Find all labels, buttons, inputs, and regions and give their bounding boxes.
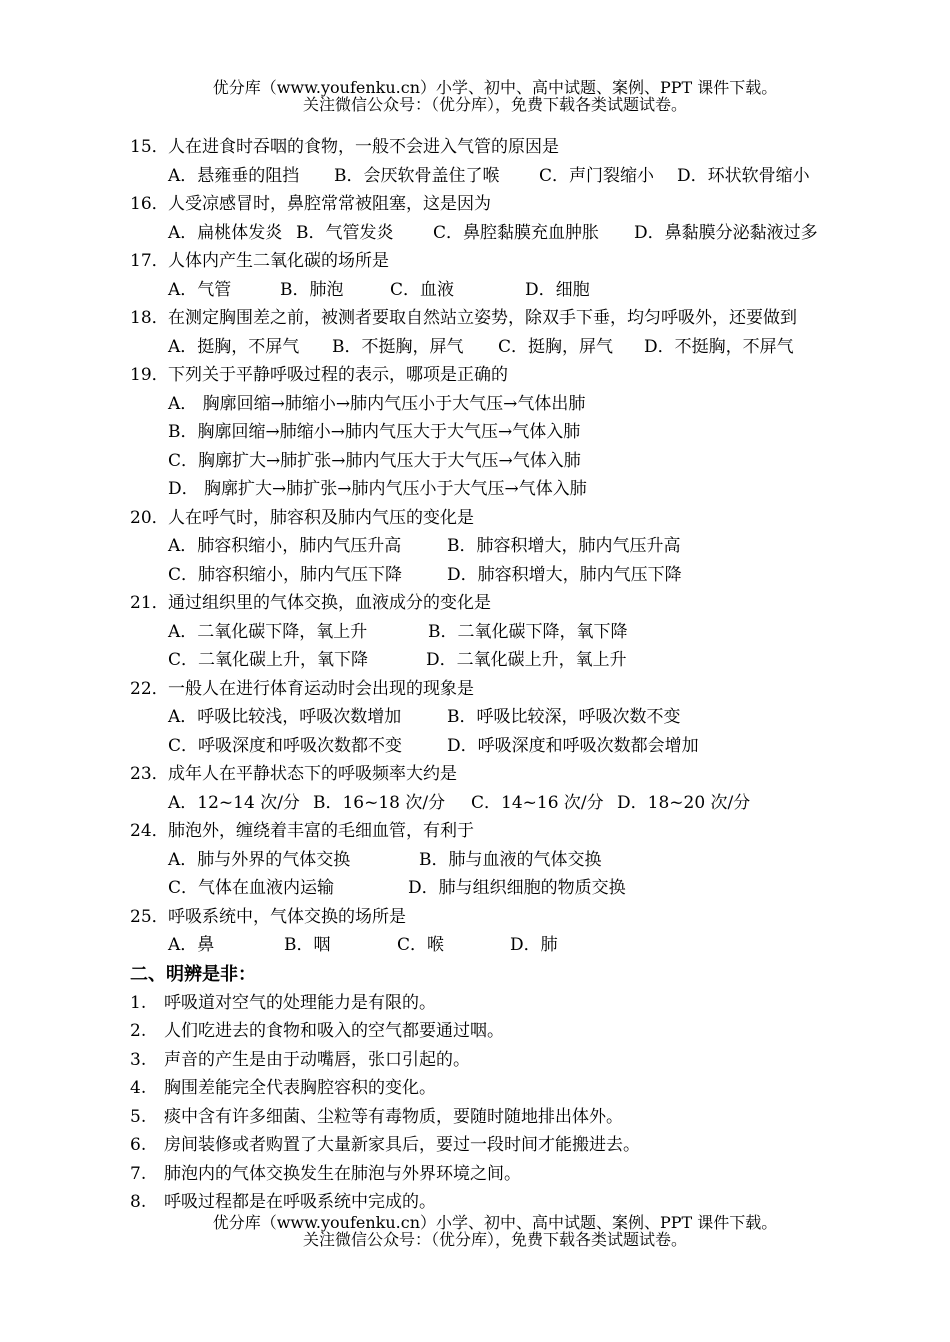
true-false-item bbox=[130, 1103, 930, 1132]
options-row bbox=[130, 333, 930, 362]
item-text: 声音的产生是由于动嘴唇，张口引起的。 bbox=[164, 1049, 470, 1070]
question-number: 17． bbox=[130, 251, 169, 271]
option-c: C．二氧化碳上升，氧下降 bbox=[168, 650, 369, 670]
question-number: 21． bbox=[130, 593, 169, 613]
item-text: 呼吸过程都是在呼吸系统中完成的。 bbox=[164, 1192, 436, 1212]
options-row bbox=[130, 162, 930, 191]
options-row bbox=[130, 276, 930, 305]
question-stem bbox=[130, 133, 930, 162]
true-false-item bbox=[130, 1131, 930, 1160]
option-b: B．咽 bbox=[284, 935, 331, 955]
options-row bbox=[130, 390, 930, 419]
option-c: C．肺容积缩小，肺内气压下降 bbox=[168, 564, 403, 585]
question-19 bbox=[130, 361, 930, 504]
item-text: 胸围差能完全代表胸腔容积的变化。 bbox=[164, 1078, 436, 1098]
question-24 bbox=[130, 817, 930, 903]
question-text: 人受凉感冒时，鼻腔常常被阻塞，这是因为 bbox=[168, 194, 491, 214]
option-a: A．二氧化碳下降，氧上升 bbox=[168, 621, 368, 642]
item-number: 2. bbox=[130, 1021, 147, 1041]
question-stem bbox=[130, 361, 930, 390]
question-text: 在测定胸围差之前，被测者要取自然站立姿势，除双手下垂，均匀呼吸外，还要做到 bbox=[168, 308, 797, 328]
question-number: 22． bbox=[130, 678, 169, 699]
option-b: B．肺泡 bbox=[280, 279, 344, 300]
question-text: 通过组织里的气体交换，血液成分的变化是 bbox=[168, 593, 491, 613]
true-false-item bbox=[130, 1046, 930, 1075]
option-b: B．肺容积增大，肺内气压升高 bbox=[447, 536, 681, 556]
footer-line-2: 关注微信公众号：（优分库），免费下载各类试题试卷。 bbox=[302, 1230, 687, 1249]
question-text: 成年人在平静状态下的呼吸频率大约是 bbox=[168, 764, 457, 784]
question-number: 25． bbox=[130, 906, 169, 927]
option-a: A．扁桃体发炎 bbox=[168, 222, 283, 243]
options-row bbox=[130, 931, 930, 960]
question-stem bbox=[130, 760, 930, 789]
exam-content bbox=[130, 133, 930, 1217]
option-d: D．肺与组织细胞的物质交换 bbox=[408, 878, 626, 898]
options-row bbox=[130, 874, 930, 903]
item-number: 4. bbox=[130, 1078, 147, 1098]
options-row bbox=[130, 846, 930, 875]
option-d: D．18~20 次/分 bbox=[617, 792, 751, 813]
question-text: 肺泡外，缠绕着丰富的毛细血管，有利于 bbox=[168, 821, 474, 841]
item-number: 6. bbox=[130, 1135, 147, 1155]
question-number: 18． bbox=[130, 308, 169, 328]
question-number: 24． bbox=[130, 821, 169, 841]
item-number: 5. bbox=[130, 1106, 147, 1127]
option-b: B．肺与血液的气体交换 bbox=[419, 849, 602, 870]
question-stem bbox=[130, 190, 930, 219]
option-b: B．会厌软骨盖住了喉 bbox=[334, 165, 500, 186]
item-text: 人们吃进去的食物和吸入的空气都要通过咽。 bbox=[164, 1021, 504, 1041]
option-b: B．气管发炎 bbox=[296, 222, 394, 243]
options-row bbox=[130, 646, 930, 675]
option-d: D．呼吸深度和呼吸次数都会增加 bbox=[447, 735, 699, 756]
question-21 bbox=[130, 589, 930, 675]
question-25 bbox=[130, 903, 930, 960]
option-d: D．肺容积增大，肺内气压下降 bbox=[447, 564, 682, 585]
options-row bbox=[130, 532, 930, 561]
question-15 bbox=[130, 133, 930, 190]
option-b: B．二氧化碳下降，氧下降 bbox=[428, 621, 628, 642]
option-c: C．14~16 次/分 bbox=[471, 792, 604, 813]
item-text: 肺泡内的气体交换发生在肺泡与外界环境之间。 bbox=[164, 1163, 521, 1184]
option-a: A．肺与外界的气体交换 bbox=[168, 849, 351, 870]
option-a: A． 胸廓回缩→肺缩小→肺内气压小于大气压→气体出肺 bbox=[168, 393, 586, 414]
question-text: 呼吸系统中，气体交换的场所是 bbox=[168, 906, 406, 927]
option-c: C．气体在血液内运输 bbox=[168, 878, 335, 898]
option-b: B．不挺胸，屏气 bbox=[332, 336, 464, 357]
option-a: A．气管 bbox=[168, 279, 232, 300]
item-text: 痰中含有许多细菌、尘粒等有毒物质，要随时随地排出体外。 bbox=[164, 1106, 623, 1127]
options-row bbox=[130, 618, 930, 647]
option-c: C．挺胸，屏气 bbox=[498, 336, 614, 357]
option-d: D．细胞 bbox=[525, 279, 590, 300]
question-stem bbox=[130, 304, 930, 333]
option-a: A．呼吸比较浅，呼吸次数增加 bbox=[168, 707, 402, 727]
item-number: 1. bbox=[130, 992, 147, 1013]
question-stem bbox=[130, 675, 930, 704]
question-text: 下列关于平静呼吸过程的表示，哪项是正确的 bbox=[168, 365, 508, 385]
option-a: A．挺胸，不屏气 bbox=[168, 336, 300, 357]
true-false-item bbox=[130, 989, 930, 1018]
true-false-item bbox=[130, 1160, 930, 1189]
option-a: A．12~14 次/分 bbox=[168, 792, 300, 813]
option-b: B．呼吸比较深，呼吸次数不变 bbox=[447, 707, 681, 727]
question-number: 20． bbox=[130, 507, 169, 528]
footer-line-1: 优分库（www.youfenku.cn）小学、初中、高中试题、案例、PPT 课件下载。 bbox=[212, 1213, 778, 1232]
item-number: 7. bbox=[130, 1163, 147, 1184]
option-b: B．胸廓回缩→肺缩小→肺内气压大于大气压→气体入肺 bbox=[168, 422, 581, 442]
option-c: C．呼吸深度和呼吸次数都不变 bbox=[168, 735, 403, 756]
option-c: C．鼻腔黏膜充血肿胀 bbox=[433, 222, 600, 243]
question-stem bbox=[130, 504, 930, 533]
question-text: 一般人在进行体育运动时会出现的现象是 bbox=[168, 678, 474, 699]
option-b: B．16~18 次/分 bbox=[313, 792, 446, 813]
options-row bbox=[130, 418, 930, 447]
option-d: D．二氧化碳上升，氧上升 bbox=[426, 650, 627, 670]
header-line-1: 优分库（www.youfenku.cn）小学、初中、高中试题、案例、PPT 课件下载。 bbox=[212, 78, 778, 97]
item-text: 呼吸道对空气的处理能力是有限的。 bbox=[164, 992, 436, 1013]
question-text: 人在呼气时，肺容积及肺内气压的变化是 bbox=[168, 507, 474, 528]
options-row bbox=[130, 219, 930, 248]
true-false-item bbox=[130, 1074, 930, 1103]
options-row bbox=[130, 475, 930, 504]
question-number: 16． bbox=[130, 194, 169, 214]
option-d: D． 胸廓扩大→肺扩张→肺内气压小于大气压→气体入肺 bbox=[168, 479, 587, 499]
options-row bbox=[130, 561, 930, 590]
page-footer bbox=[0, 1214, 950, 1248]
option-a: A．悬雍垂的阻挡 bbox=[168, 165, 300, 186]
true-false-item bbox=[130, 1017, 930, 1046]
page-header bbox=[0, 79, 950, 113]
item-number: 8. bbox=[130, 1192, 147, 1212]
header-line-2: 关注微信公众号：（优分库），免费下载各类试题试卷。 bbox=[302, 95, 687, 114]
option-c: C．胸廓扩大→肺扩张→肺内气压大于大气压→气体入肺 bbox=[168, 450, 581, 471]
question-number: 23． bbox=[130, 764, 169, 784]
question-number: 19． bbox=[130, 365, 169, 385]
option-c: C．血液 bbox=[390, 279, 455, 300]
question-22 bbox=[130, 675, 930, 761]
question-stem bbox=[130, 903, 930, 932]
option-c: C．声门裂缩小 bbox=[539, 165, 655, 186]
option-a: A．鼻 bbox=[168, 935, 215, 955]
options-row bbox=[130, 789, 930, 818]
question-text: 人在进食时吞咽的食物，一般不会进入气管的原因是 bbox=[168, 137, 559, 157]
option-d: D．肺 bbox=[510, 935, 558, 955]
option-c: C．喉 bbox=[397, 935, 445, 955]
question-18 bbox=[130, 304, 930, 361]
options-row bbox=[130, 732, 930, 761]
question-text: 人体内产生二氧化碳的场所是 bbox=[168, 251, 389, 271]
item-text: 房间装修或者购置了大量新家具后，要过一段时间才能搬进去。 bbox=[164, 1135, 640, 1155]
option-d: D．鼻黏膜分泌黏液过多 bbox=[634, 222, 818, 243]
question-stem bbox=[130, 589, 930, 618]
options-row bbox=[130, 703, 930, 732]
item-number: 3. bbox=[130, 1049, 147, 1070]
options-row bbox=[130, 447, 930, 476]
option-d: D．环状软骨缩小 bbox=[677, 165, 810, 186]
option-d: D．不挺胸，不屏气 bbox=[644, 336, 794, 357]
question-stem bbox=[130, 247, 930, 276]
question-stem bbox=[130, 817, 930, 846]
section-title: 二、明辨是非： bbox=[130, 963, 256, 985]
question-number: 15． bbox=[130, 137, 169, 157]
question-17 bbox=[130, 247, 930, 304]
question-23 bbox=[130, 760, 930, 817]
question-16 bbox=[130, 190, 930, 247]
option-a: A．肺容积缩小，肺内气压升高 bbox=[168, 536, 402, 556]
question-20 bbox=[130, 504, 930, 590]
